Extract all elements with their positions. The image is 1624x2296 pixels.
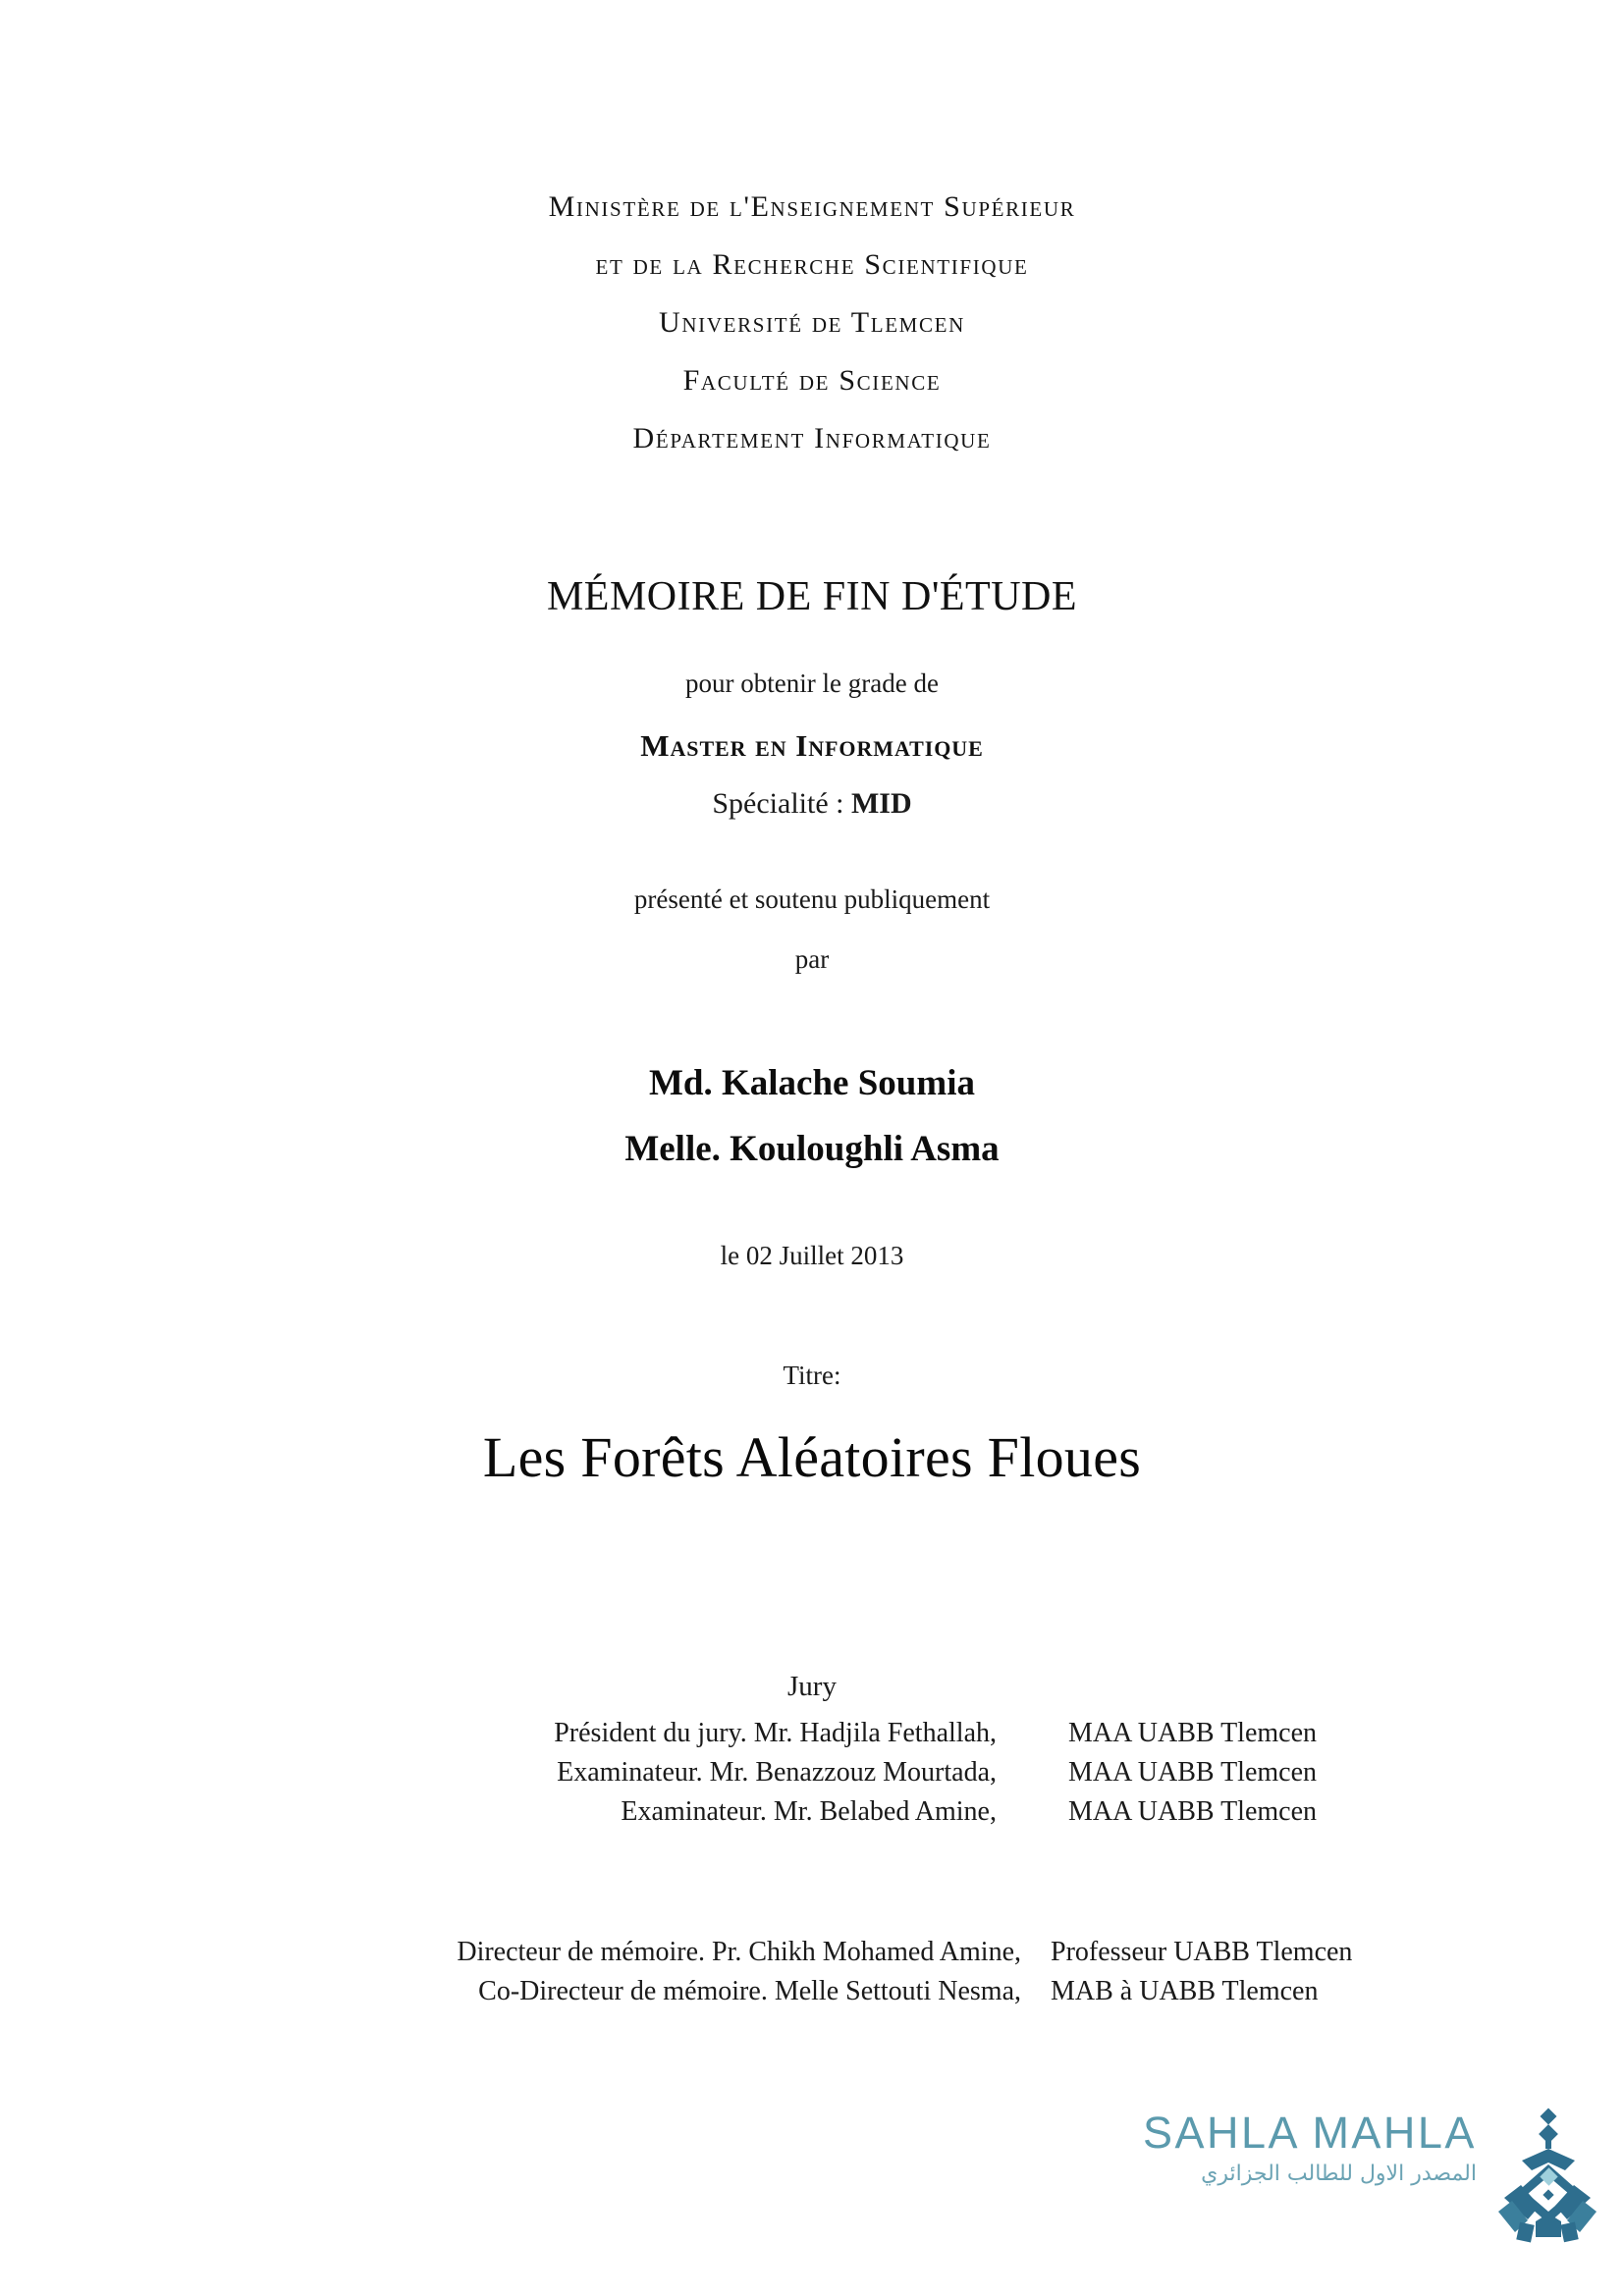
jury-row bbox=[0, 1796, 1624, 1836]
institution-line-faculty: Faculté de Science bbox=[682, 364, 942, 397]
director-affiliation: Professeur UABB Tlemcen bbox=[1051, 1937, 1353, 1967]
ornamental-diamond-minaret-logo-icon bbox=[1489, 2104, 1606, 2251]
watermark bbox=[1143, 2110, 1614, 2258]
director-row bbox=[0, 1976, 1624, 2015]
watermark-text bbox=[1143, 2108, 1477, 2186]
jury-member-role: Examinateur. Mr. Belabed Amine, bbox=[621, 1796, 997, 1827]
jury-member-affiliation: MAA UABB Tlemcen bbox=[1068, 1757, 1318, 1788]
thesis-title: Les Forêts Aléatoires Floues bbox=[482, 1425, 1142, 1489]
watermark-tagline: المصدر الاول للطالب الجزائري bbox=[1201, 2162, 1477, 2186]
institution-line-ministry-1: Ministère de l'Enseignement Supérieur bbox=[548, 190, 1076, 223]
institution-line-ministry-2: et de la Recherche Scientifique bbox=[595, 248, 1029, 281]
jury-member-affiliation: MAA UABB Tlemcen bbox=[1068, 1718, 1318, 1748]
specialty-value: MID bbox=[850, 787, 912, 820]
presente-label: présenté et soutenu publiquement bbox=[633, 884, 991, 914]
jury-row bbox=[0, 1718, 1624, 1757]
directors-list bbox=[0, 1937, 1624, 2015]
specialty-line bbox=[0, 787, 1624, 821]
institution-header bbox=[0, 192, 1624, 454]
specialty-label: Spécialité : bbox=[712, 787, 851, 820]
par-label: par bbox=[794, 944, 830, 974]
director-role: Directeur de mémoire. Pr. Chikh Mohamed Amine, bbox=[457, 1937, 1021, 1967]
jury-heading: Jury bbox=[787, 1671, 837, 1702]
defense-date: le 02 Juillet 2013 bbox=[720, 1241, 904, 1270]
degree-name: Master en Informatique bbox=[640, 728, 984, 763]
author-name: Melle. Kouloughli Asma bbox=[624, 1129, 1000, 1169]
memoire-heading: MÉMOIRE DE FIN D'ÉTUDE bbox=[546, 574, 1078, 619]
director-role: Co-Directeur de mémoire. Melle Settouti Nesma, bbox=[478, 1976, 1021, 2006]
authors-block bbox=[0, 1065, 1624, 1167]
jury-member-role: Président du jury. Mr. Hadjila Fethallah, bbox=[554, 1718, 997, 1748]
director-affiliation: MAB à UABB Tlemcen bbox=[1051, 1976, 1319, 2006]
institution-line-university: Université de Tlemcen bbox=[659, 306, 965, 339]
jury-member-role: Examinateur. Mr. Benazzouz Mourtada, bbox=[557, 1757, 997, 1788]
pour-obtenir-label: pour obtenir le grade de bbox=[685, 668, 939, 698]
jury-row bbox=[0, 1757, 1624, 1796]
watermark-brand: SAHLA MAHLA bbox=[1143, 2108, 1477, 2158]
institution-line-department: Département Informatique bbox=[632, 422, 992, 454]
director-row bbox=[0, 1937, 1624, 1976]
title-label: Titre: bbox=[783, 1361, 841, 1390]
author-name: Md. Kalache Soumia bbox=[649, 1063, 975, 1103]
jury-members-list bbox=[0, 1718, 1624, 1836]
jury-member-affiliation: MAA UABB Tlemcen bbox=[1068, 1796, 1318, 1827]
